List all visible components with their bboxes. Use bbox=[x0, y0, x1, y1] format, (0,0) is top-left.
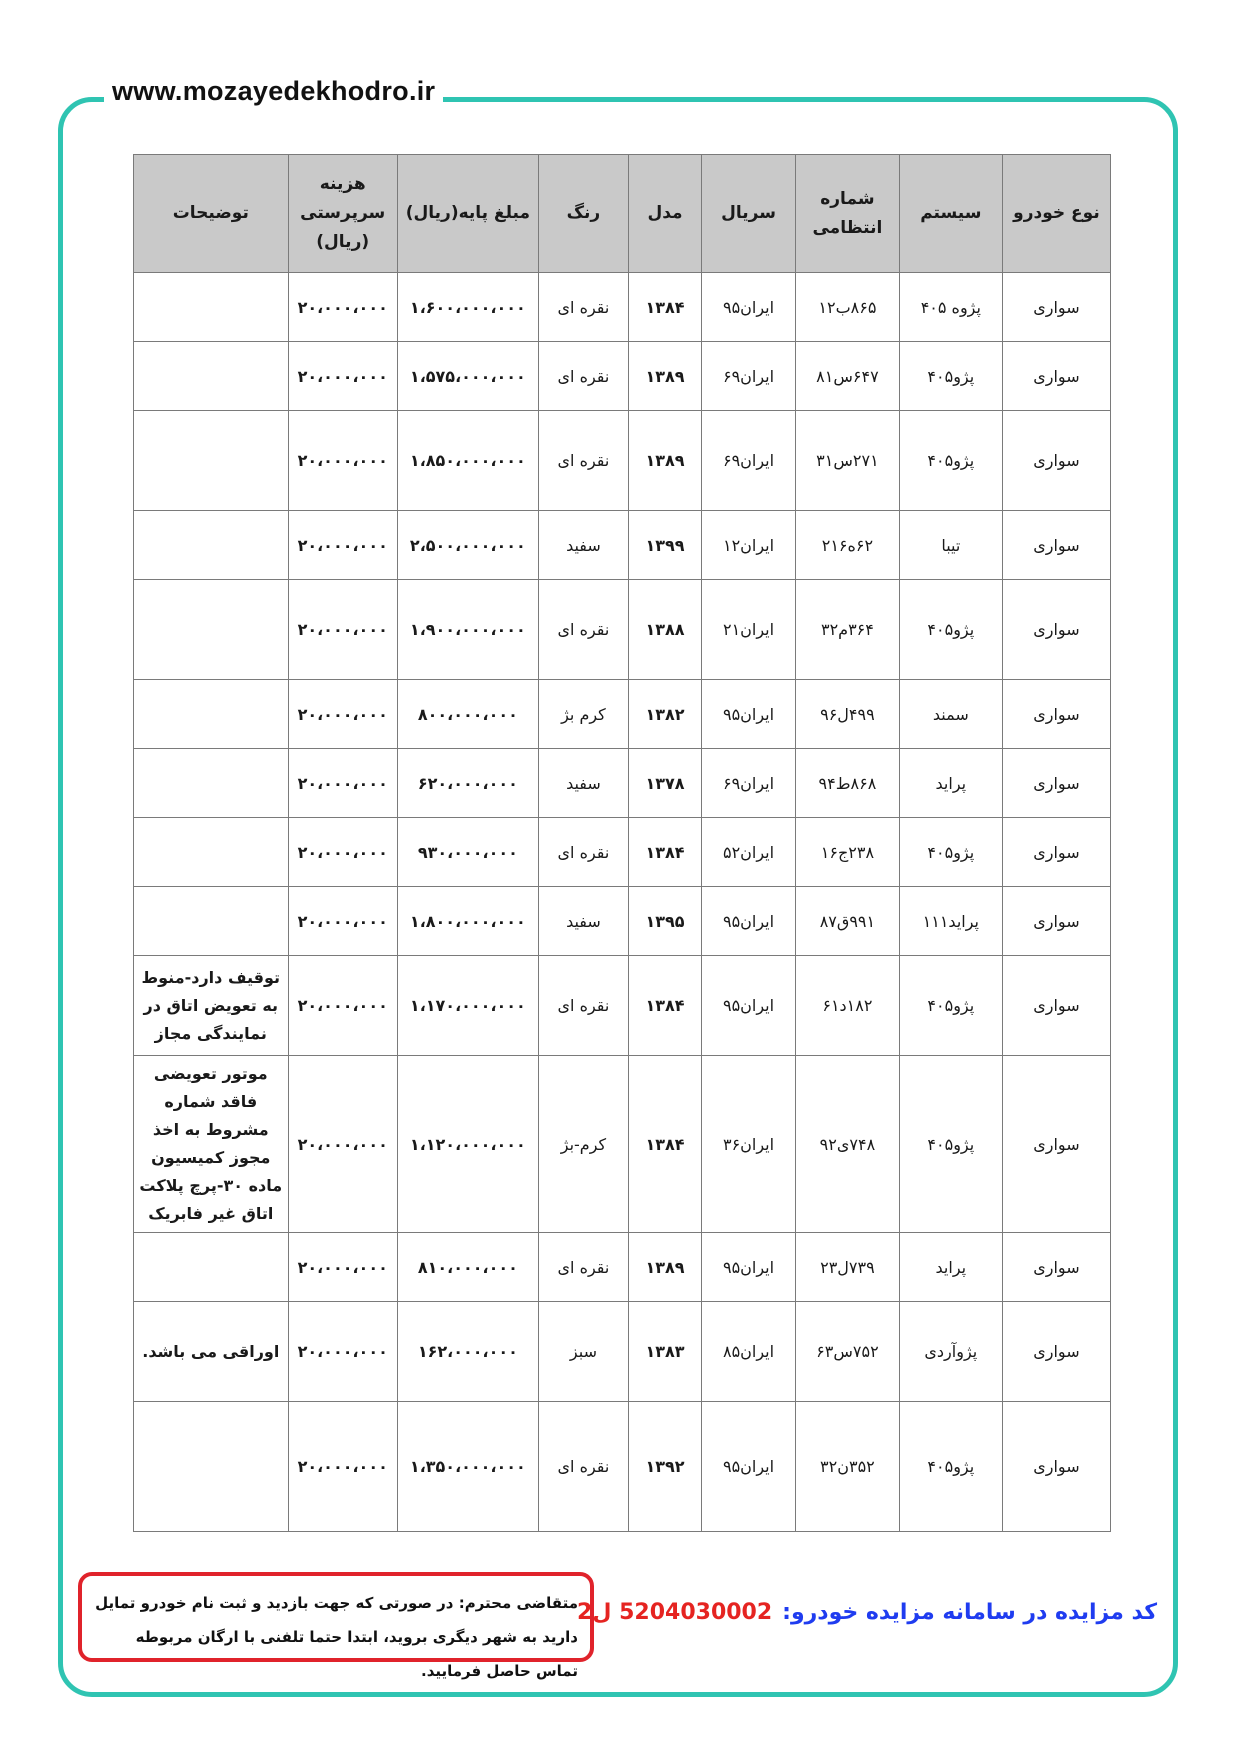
cell-system: پراید bbox=[899, 1233, 1002, 1302]
cell-notes: موتور تعویضی فاقد شماره مشروط به اخذ مجوز کمیسیون ماده ۳۰-پرچ پلاکت اتاق غیر فابریک bbox=[134, 1056, 289, 1233]
cell-notes bbox=[134, 887, 289, 956]
cell-supervision-fee: ۲۰،۰۰۰،۰۰۰ bbox=[288, 1402, 397, 1532]
cell-notes bbox=[134, 818, 289, 887]
cell-vehicle-type: سواری bbox=[1002, 411, 1110, 511]
cell-base-price: ۹۳۰،۰۰۰،۰۰۰ bbox=[397, 818, 538, 887]
cell-base-price: ۶۲۰،۰۰۰،۰۰۰ bbox=[397, 749, 538, 818]
cell-vehicle-type: سواری bbox=[1002, 511, 1110, 580]
cell-vehicle-type: سواری bbox=[1002, 749, 1110, 818]
cell-color: نقره ای bbox=[538, 1233, 628, 1302]
cell-model: ۱۳۷۸ bbox=[628, 749, 701, 818]
cell-vehicle-type: سواری bbox=[1002, 818, 1110, 887]
header-serial: سریال bbox=[702, 155, 796, 273]
cell-color: نقره ای bbox=[538, 818, 628, 887]
cell-base-price: ۱،۸۵۰،۰۰۰،۰۰۰ bbox=[397, 411, 538, 511]
cell-system: پژو۴۰۵ bbox=[899, 818, 1002, 887]
cell-notes bbox=[134, 273, 289, 342]
cell-notes: اوراقی می باشد. bbox=[134, 1302, 289, 1402]
cell-vehicle-type: سواری bbox=[1002, 1302, 1110, 1402]
cell-serial: ایران۶۹ bbox=[702, 749, 796, 818]
cell-vehicle-type: سواری bbox=[1002, 273, 1110, 342]
cell-model: ۱۳۹۲ bbox=[628, 1402, 701, 1532]
cell-base-price: ۱،۵۷۵،۰۰۰،۰۰۰ bbox=[397, 342, 538, 411]
cell-color: نقره ای bbox=[538, 273, 628, 342]
auction-code-value: 5204030002 ل2 bbox=[577, 1600, 773, 1625]
cell-color: سفید bbox=[538, 749, 628, 818]
cell-plate-number: ۳۵۲ن۳۲ bbox=[796, 1402, 900, 1532]
cell-plate-number: ۲۷۱س۳۱ bbox=[796, 411, 900, 511]
cell-notes bbox=[134, 680, 289, 749]
cell-base-price: ۱،۳۵۰،۰۰۰،۰۰۰ bbox=[397, 1402, 538, 1532]
cell-model: ۱۳۸۴ bbox=[628, 956, 701, 1056]
cell-color: نقره ای bbox=[538, 342, 628, 411]
cell-system: پژو۴۰۵ bbox=[899, 1402, 1002, 1532]
cell-base-price: ۸۱۰،۰۰۰،۰۰۰ bbox=[397, 1233, 538, 1302]
table-row bbox=[134, 956, 1111, 1056]
cell-model: ۱۳۸۲ bbox=[628, 680, 701, 749]
cell-color: نقره ای bbox=[538, 411, 628, 511]
cell-serial: ایران۹۵ bbox=[702, 273, 796, 342]
website-url[interactable]: www.mozayedekhodro.ir bbox=[104, 76, 443, 107]
table-row bbox=[134, 680, 1111, 749]
cell-color: نقره ای bbox=[538, 580, 628, 680]
cell-serial: ایران۵۲ bbox=[702, 818, 796, 887]
cell-notes bbox=[134, 511, 289, 580]
cell-serial: ایران۹۵ bbox=[702, 887, 796, 956]
cell-serial: ایران۶۹ bbox=[702, 411, 796, 511]
table-row bbox=[134, 342, 1111, 411]
cell-supervision-fee: ۲۰،۰۰۰،۰۰۰ bbox=[288, 273, 397, 342]
header-color: رنگ bbox=[538, 155, 628, 273]
cell-supervision-fee: ۲۰،۰۰۰،۰۰۰ bbox=[288, 749, 397, 818]
table-row bbox=[134, 1402, 1111, 1532]
cell-model: ۱۳۸۹ bbox=[628, 1233, 701, 1302]
cell-system: پژوه ۴۰۵ bbox=[899, 273, 1002, 342]
cell-supervision-fee: ۲۰،۰۰۰،۰۰۰ bbox=[288, 342, 397, 411]
cell-model: ۱۳۸۳ bbox=[628, 1302, 701, 1402]
cell-system: پژوآردی bbox=[899, 1302, 1002, 1402]
cell-plate-number: ۷۵۲س۶۳ bbox=[796, 1302, 900, 1402]
cell-color: سبز bbox=[538, 1302, 628, 1402]
cell-model: ۱۳۸۴ bbox=[628, 1056, 701, 1233]
cell-system: پژو۴۰۵ bbox=[899, 1056, 1002, 1233]
auction-code-line bbox=[577, 1600, 1157, 1625]
cell-supervision-fee: ۲۰،۰۰۰،۰۰۰ bbox=[288, 411, 397, 511]
header-model: مدل bbox=[628, 155, 701, 273]
cell-vehicle-type: سواری bbox=[1002, 1056, 1110, 1233]
cell-system: پراید۱۱۱ bbox=[899, 887, 1002, 956]
cell-serial: ایران۳۶ bbox=[702, 1056, 796, 1233]
cell-base-price: ۱،۱۷۰،۰۰۰،۰۰۰ bbox=[397, 956, 538, 1056]
header-supervision-fee: هزینه سرپرستی (ریال) bbox=[288, 155, 397, 273]
table-row bbox=[134, 1233, 1111, 1302]
header-system: سیستم bbox=[899, 155, 1002, 273]
cell-base-price: ۱۶۲،۰۰۰،۰۰۰ bbox=[397, 1302, 538, 1402]
cell-supervision-fee: ۲۰،۰۰۰،۰۰۰ bbox=[288, 1302, 397, 1402]
cell-vehicle-type: سواری bbox=[1002, 1402, 1110, 1532]
cell-model: ۱۳۹۹ bbox=[628, 511, 701, 580]
cell-vehicle-type: سواری bbox=[1002, 580, 1110, 680]
cell-vehicle-type: سواری bbox=[1002, 680, 1110, 749]
cell-base-price: ۸۰۰،۰۰۰،۰۰۰ bbox=[397, 680, 538, 749]
cell-base-price: ۱،۱۲۰،۰۰۰،۰۰۰ bbox=[397, 1056, 538, 1233]
cell-model: ۱۳۹۵ bbox=[628, 887, 701, 956]
table-row bbox=[134, 887, 1111, 956]
cell-color: سفید bbox=[538, 887, 628, 956]
cell-plate-number: ۱۸۲د۶۱ bbox=[796, 956, 900, 1056]
cell-base-price: ۱،۸۰۰،۰۰۰،۰۰۰ bbox=[397, 887, 538, 956]
cell-color: سفید bbox=[538, 511, 628, 580]
cell-serial: ایران۶۹ bbox=[702, 342, 796, 411]
cell-model: ۱۳۸۸ bbox=[628, 580, 701, 680]
cell-system: پژو۴۰۵ bbox=[899, 411, 1002, 511]
cell-plate-number: ۸۶۸ط۹۴ bbox=[796, 749, 900, 818]
cell-serial: ایران۹۵ bbox=[702, 1233, 796, 1302]
cell-notes: توقیف دارد-منوط به تعویض اتاق در نمایندگی مجاز bbox=[134, 956, 289, 1056]
cell-model: ۱۳۸۹ bbox=[628, 342, 701, 411]
cell-serial: ایران۹۵ bbox=[702, 1402, 796, 1532]
table-row bbox=[134, 749, 1111, 818]
cell-notes bbox=[134, 1233, 289, 1302]
cell-system: پراید bbox=[899, 749, 1002, 818]
cell-base-price: ۱،۶۰۰،۰۰۰،۰۰۰ bbox=[397, 273, 538, 342]
cell-supervision-fee: ۲۰،۰۰۰،۰۰۰ bbox=[288, 511, 397, 580]
cell-supervision-fee: ۲۰،۰۰۰،۰۰۰ bbox=[288, 956, 397, 1056]
cell-system: پژو۴۰۵ bbox=[899, 342, 1002, 411]
cell-notes bbox=[134, 749, 289, 818]
cell-vehicle-type: سواری bbox=[1002, 1233, 1110, 1302]
cell-plate-number: ۴۹۹ل۹۶ bbox=[796, 680, 900, 749]
cell-serial: ایران۱۲ bbox=[702, 511, 796, 580]
cell-plate-number: ۶۲ه۲۱۶ bbox=[796, 511, 900, 580]
cell-supervision-fee: ۲۰،۰۰۰،۰۰۰ bbox=[288, 1056, 397, 1233]
cell-plate-number: ۷۴۸ی۹۲ bbox=[796, 1056, 900, 1233]
header-plate-number: شماره انتظامی bbox=[796, 155, 900, 273]
header-base-price: مبلغ پایه(ریال) bbox=[397, 155, 538, 273]
cell-plate-number: ۲۳۸ج۱۶ bbox=[796, 818, 900, 887]
notice-box: متقاضی محترم: در صورتی که جهت بازدید و ثبت نام خودرو تمایل دارید به شهر دیگری بروید، ابتدا حتما تلفنی با ارگان مربوطه تماس حاصل فرمایید. bbox=[78, 1572, 594, 1662]
cell-plate-number: ۷۳۹ل۲۳ bbox=[796, 1233, 900, 1302]
cell-model: ۱۳۸۹ bbox=[628, 411, 701, 511]
cell-plate-number: ۹۹۱ق۸۷ bbox=[796, 887, 900, 956]
auction-code-label: کد مزایده در سامانه مزایده خودرو: bbox=[782, 1600, 1157, 1625]
cell-supervision-fee: ۲۰،۰۰۰،۰۰۰ bbox=[288, 818, 397, 887]
cell-model: ۱۳۸۴ bbox=[628, 273, 701, 342]
header-vehicle-type: نوع خودرو bbox=[1002, 155, 1110, 273]
cell-vehicle-type: سواری bbox=[1002, 342, 1110, 411]
table-row bbox=[134, 1302, 1111, 1402]
cell-base-price: ۱،۹۰۰،۰۰۰،۰۰۰ bbox=[397, 580, 538, 680]
cell-notes bbox=[134, 1402, 289, 1532]
table-body bbox=[134, 273, 1111, 1532]
cell-serial: ایران۲۱ bbox=[702, 580, 796, 680]
cell-system: پژو۴۰۵ bbox=[899, 580, 1002, 680]
cell-system: تیبا bbox=[899, 511, 1002, 580]
cell-plate-number: ۶۴۷س۸۱ bbox=[796, 342, 900, 411]
header-notes: توضیحات bbox=[134, 155, 289, 273]
table-row bbox=[134, 511, 1111, 580]
cell-color: نقره ای bbox=[538, 956, 628, 1056]
cell-supervision-fee: ۲۰،۰۰۰،۰۰۰ bbox=[288, 580, 397, 680]
table-row bbox=[134, 1056, 1111, 1233]
cell-notes bbox=[134, 411, 289, 511]
cell-vehicle-type: سواری bbox=[1002, 956, 1110, 1056]
cell-color: کرم بژ bbox=[538, 680, 628, 749]
vehicle-auction-table bbox=[133, 154, 1111, 1532]
cell-supervision-fee: ۲۰،۰۰۰،۰۰۰ bbox=[288, 680, 397, 749]
cell-notes bbox=[134, 342, 289, 411]
cell-plate-number: ۸۶۵ب۱۲ bbox=[796, 273, 900, 342]
table-header-row bbox=[134, 155, 1111, 273]
table-row bbox=[134, 273, 1111, 342]
cell-plate-number: ۳۶۴م۳۲ bbox=[796, 580, 900, 680]
cell-base-price: ۲،۵۰۰،۰۰۰،۰۰۰ bbox=[397, 511, 538, 580]
cell-system: پژو۴۰۵ bbox=[899, 956, 1002, 1056]
cell-supervision-fee: ۲۰،۰۰۰،۰۰۰ bbox=[288, 887, 397, 956]
table-row bbox=[134, 411, 1111, 511]
cell-serial: ایران۹۵ bbox=[702, 956, 796, 1056]
cell-system: سمند bbox=[899, 680, 1002, 749]
cell-notes bbox=[134, 580, 289, 680]
cell-color: نقره ای bbox=[538, 1402, 628, 1532]
table-row bbox=[134, 580, 1111, 680]
cell-model: ۱۳۸۴ bbox=[628, 818, 701, 887]
cell-serial: ایران۹۵ bbox=[702, 680, 796, 749]
cell-supervision-fee: ۲۰،۰۰۰،۰۰۰ bbox=[288, 1233, 397, 1302]
cell-vehicle-type: سواری bbox=[1002, 887, 1110, 956]
cell-serial: ایران۸۵ bbox=[702, 1302, 796, 1402]
table-row bbox=[134, 818, 1111, 887]
cell-color: کرم-بژ bbox=[538, 1056, 628, 1233]
